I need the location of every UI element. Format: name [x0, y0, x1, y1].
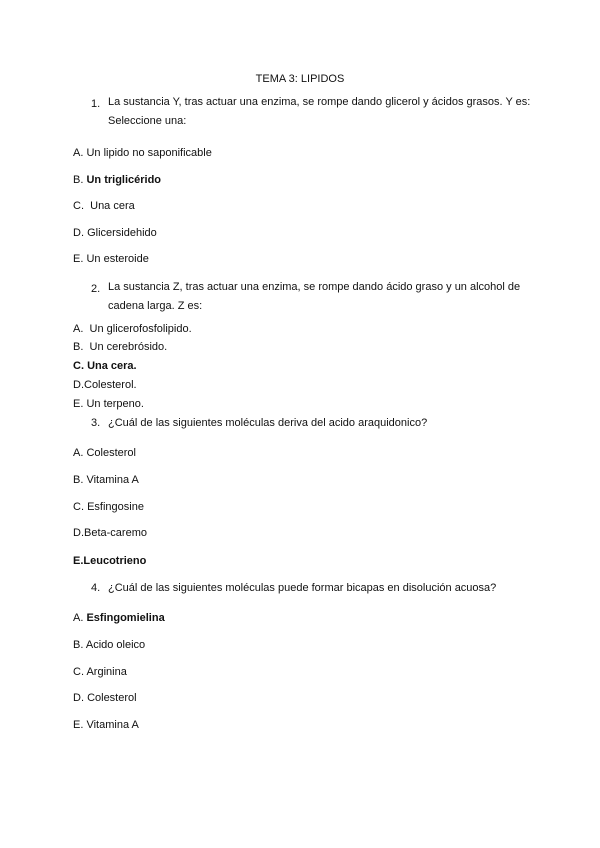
q4-option-b: B. Acido oleico — [73, 639, 146, 651]
q3-option-c: C. Esfingosine — [73, 501, 144, 513]
q4-option-e: E. Vitamina A — [73, 719, 139, 731]
question-4-number: 4. — [91, 582, 101, 594]
page-title: TEMA 3: LIPIDOS — [255, 73, 345, 85]
q1-option-d: D. Glicersidehido — [73, 227, 157, 239]
question-1-number: 1. — [91, 98, 101, 110]
question-3-text: ¿Cuál de las siguientes moléculas deriva del acido araquidonico? — [108, 417, 428, 429]
q1-option-a: A. Un lipido no saponificable — [73, 147, 212, 159]
question-2-text: La sustancia Z, tras actuar una enzima, se rompe dando ácido graso y un alcohol de cadena larga. Z es: — [108, 281, 521, 312]
q1-option-c: C. Una cera — [73, 200, 135, 212]
q2-option-e: E. Un terpeno. — [73, 398, 144, 410]
q1-option-b: B. Un triglicérido — [73, 174, 162, 186]
q1-option-e: E. Un esteroide — [73, 253, 149, 265]
question-1-text: La sustancia Y, tras actuar una enzima, se rompe dando glicerol y ácidos grasos. Y es: Seleccione una: — [108, 96, 531, 127]
q3-option-b: B. Vitamina A — [73, 474, 139, 486]
question-2-number: 2. — [91, 283, 101, 295]
q3-option-a: A. Colesterol — [73, 447, 136, 459]
q4-option-a: A. Esfingomielina — [73, 612, 165, 624]
q2-option-c: C. Una cera. — [73, 360, 137, 372]
q3-option-d: D.Beta-caremo — [73, 527, 147, 539]
q4-option-d: D. Colesterol — [73, 692, 137, 704]
question-4-text: ¿Cuál de las siguientes moléculas puede formar bicapas en disolución acuosa? — [108, 582, 497, 594]
q2-option-b: B. Un cerebrósido. — [73, 341, 168, 353]
question-3-number: 3. — [91, 417, 101, 429]
q4-option-c: C. Arginina — [73, 666, 127, 678]
q2-option-d: D.Colesterol. — [73, 379, 137, 391]
q2-option-a: A. Un glicerofosfolipido. — [73, 323, 192, 335]
q3-option-e: E.Leucotrieno — [73, 555, 147, 567]
